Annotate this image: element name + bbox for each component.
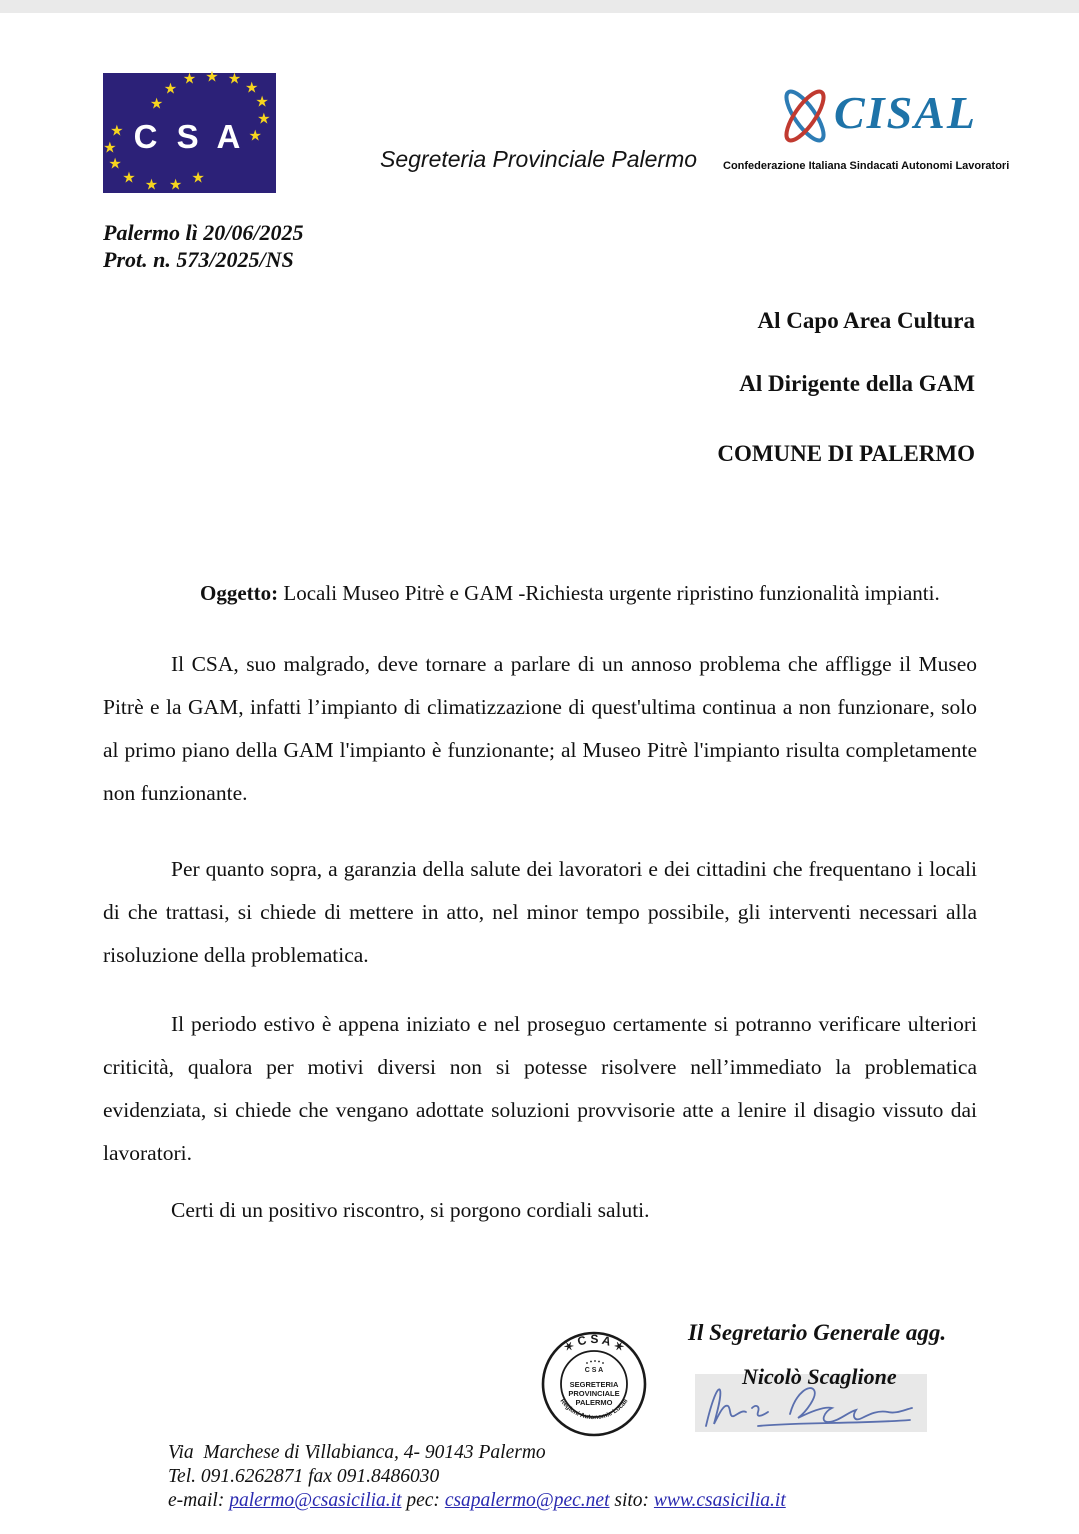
pec-link[interactable]: csapalermo@pec.net (444, 1490, 610, 1511)
star-icon: ★ (248, 128, 262, 145)
footer (168, 1441, 786, 1513)
star-icon: ★ (122, 170, 136, 187)
star-icon: ★ (144, 177, 159, 194)
pec-label: pec: (401, 1490, 445, 1511)
star-icon: ★ (108, 156, 122, 173)
stamp-bottom-text: Regioni Autonomie Locali (558, 1397, 630, 1422)
signer-name: Nicolò Scaglione (742, 1364, 897, 1389)
sito-label: sito: (609, 1490, 654, 1511)
star-icon: ★ (103, 140, 117, 157)
star-icon: ★ (191, 170, 205, 187)
star-icon: ★ (168, 177, 183, 194)
star-icon: ★ (163, 81, 178, 98)
email-label: e-mail: (168, 1490, 230, 1511)
body-paragraph: Il CSA, suo malgrado, deve tornare a parlare di un annoso problema che affligge il Museo Pitrè e la GAM, infatti l’impianto di climatizzazione di quest'ultima continua a non funzionare, solo al primo piano della GAM l'impianto è funzionante; al Museo Pitrè l'impianto risulta completamente non funzionante. (103, 652, 977, 805)
email-link[interactable]: palermo@csasicilia.it (229, 1490, 402, 1511)
stamp-seal (540, 1330, 648, 1438)
header-subtitle: Segreteria Provinciale Palermo (380, 146, 698, 172)
stamp-center-line: PROVINCIALE (568, 1389, 620, 1398)
place-date: Palermo lì 20/06/2025 (103, 220, 304, 245)
subject-line (103, 581, 983, 606)
star-icon: ★ (245, 80, 259, 97)
stamp-center-line: SEGRETERIA (569, 1380, 619, 1389)
star-icon: ★ (255, 94, 269, 111)
top-strip (0, 0, 1079, 13)
star-icon: ★ (257, 111, 271, 128)
star-icon: ★ (182, 71, 197, 88)
cisal-wordmark: CISAL (834, 87, 977, 138)
cisal-subtitle: Confederazione Italiana Sindacati Autonomi Lavoratori (723, 160, 1010, 172)
closing-line: Certi di un positivo riscontro, si porgono cordiali saluti. (171, 1198, 650, 1222)
footer-address: Via Marchese di Villabianca, 4- 90143 Palermo (168, 1442, 546, 1463)
body-paragraph: Per quanto sopra, a garanzia della salute dei lavoratori e dei cittadini che frequentano i locali di che trattasi, si chiede di mettere in atto, nel minor tempo possibile, gli interventi necessari alla risoluzione della problematica. (103, 857, 977, 967)
recipient-line: Al Capo Area Cultura (757, 308, 975, 333)
star-icon: ★ (110, 123, 124, 140)
protocol-number: Prot. n. 573/2025/NS (103, 247, 294, 272)
cisal-atom-icon (773, 84, 837, 148)
stamp-top-text: ✶ C S A ✶ (561, 1331, 627, 1356)
star-icon: ★ (149, 96, 164, 113)
stamp-center-line: PALERMO (575, 1398, 613, 1407)
csa-logo (103, 69, 276, 194)
star-icon: ★ (227, 71, 242, 88)
subject-label: Oggetto: (200, 581, 279, 605)
sito-link[interactable]: www.csasicilia.it (653, 1490, 786, 1511)
subject-text: Locali Museo Pitrè e GAM -Richiesta urgente ripristino funzionalità impianti. (278, 581, 940, 605)
signer-role: Il Segretario Generale agg. (688, 1320, 947, 1345)
recipient-line: Al Dirigente della GAM (739, 371, 975, 396)
body-paragraph: Il periodo estivo è appena iniziato e nel proseguo certamente si potranno verificare ulteriori criticità, qualora per motivi diversi non si potesse risolvere nell’immediato la problematica evidenziata, si chiede che vengano adottate soluzioni provvisorie atte a lenire il disagio vissuto dai lavoratori. (103, 1012, 977, 1165)
stamp-mini-csa: C S A (584, 1367, 604, 1374)
recipient-line: COMUNE DI PALERMO (717, 441, 975, 466)
csa-logo-letters: C S A (133, 117, 246, 155)
star-icon: ★ (205, 69, 219, 86)
footer-phone: Tel. 091.6262871 fax 091.8486030 (168, 1466, 440, 1487)
signature-image (698, 1378, 924, 1432)
